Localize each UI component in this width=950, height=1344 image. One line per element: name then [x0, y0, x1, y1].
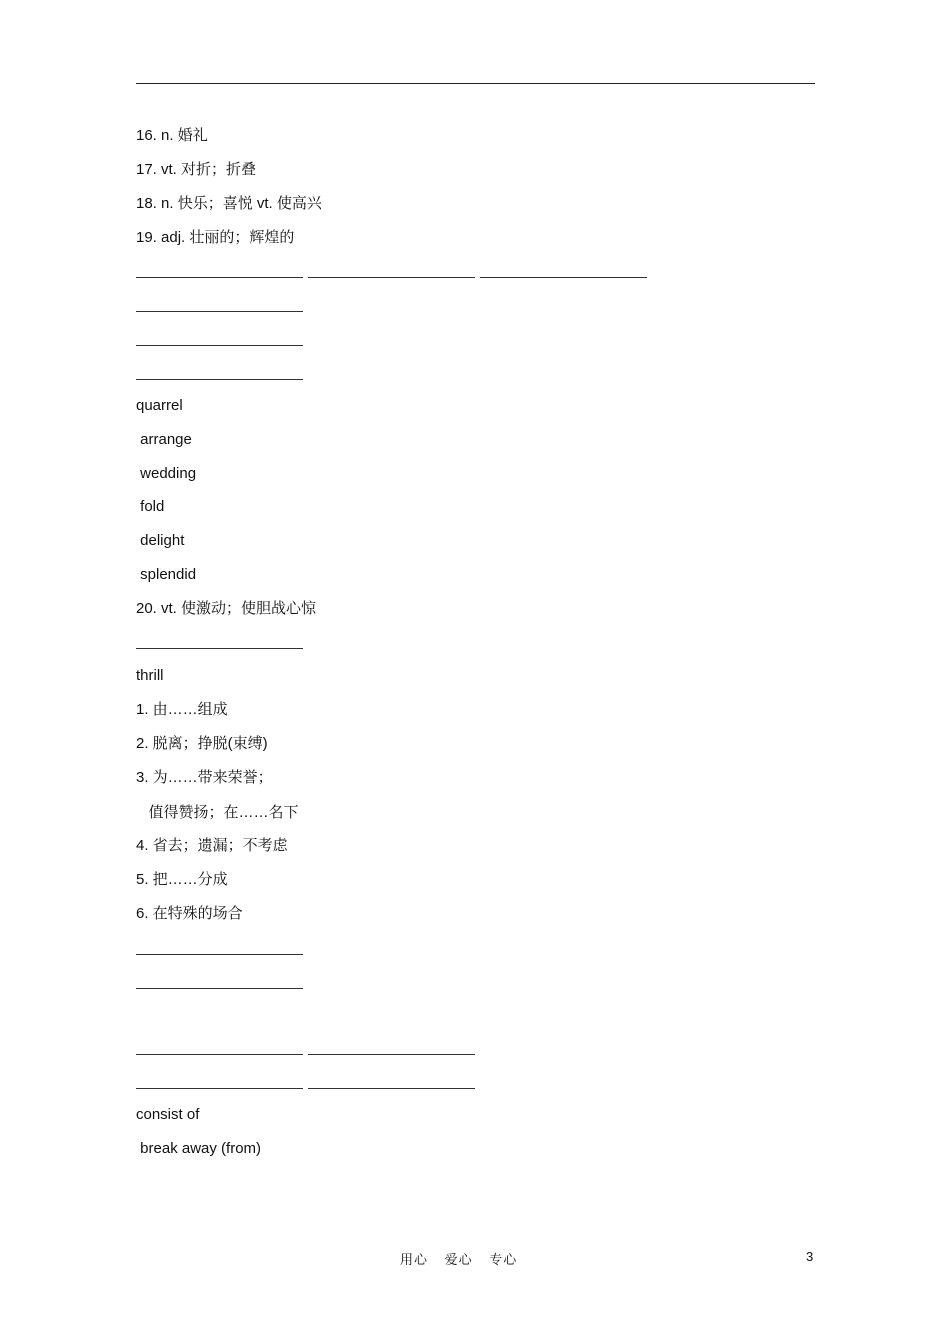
answer-blank: [136, 379, 303, 380]
item-17: 17. vt. 对折；折叠: [136, 161, 257, 178]
phrase-2: 2. 脱离；挣脱(束缚): [136, 735, 268, 752]
answer-blank: [480, 277, 647, 278]
answer-word: splendid: [136, 566, 197, 583]
answer-word: arrange: [136, 431, 192, 448]
item-16: 16. n. 婚礼: [136, 127, 208, 144]
answer-blank-row: [136, 379, 303, 380]
phrase-6: 6. 在特殊的场合: [136, 905, 243, 922]
answer-word: delight: [136, 532, 185, 549]
answer-word: quarrel: [136, 397, 183, 414]
answer-blank: [136, 954, 303, 955]
item-20: 20. vt. 使激动；使胆战心惊: [136, 600, 317, 617]
answer-blank-row: [136, 954, 303, 955]
phrase-3: 3. 为……带来荣誉；: [136, 769, 273, 786]
answer-blank-row: [136, 345, 303, 346]
footer-motto: 用心 爱心 专心: [400, 1252, 518, 1267]
answer-blank: [308, 1088, 475, 1089]
answer-word: fold: [136, 498, 165, 515]
answer-word: thrill: [136, 667, 164, 684]
answer-blank: [136, 1088, 303, 1089]
answer-blank-row: [136, 1054, 475, 1055]
answer-blank-row: [136, 648, 303, 649]
answer-blank-row: [136, 311, 303, 312]
answer-blank: [136, 1054, 303, 1055]
answer-blank-row: [136, 1088, 475, 1089]
item-18: 18. n. 快乐；喜悦 vt. 使高兴: [136, 195, 322, 212]
page-number: 3: [806, 1249, 814, 1264]
phrase-4: 4. 省去；遗漏；不考虑: [136, 837, 288, 854]
answer-blank: [308, 1054, 475, 1055]
phrase-1: 1. 由……组成: [136, 701, 228, 718]
phrase-3-cont: 值得赞扬；在……名下: [136, 804, 299, 821]
answer-blank-row: [136, 988, 303, 989]
header-rule: [136, 83, 815, 84]
answer-blank-row: [136, 277, 647, 278]
item-19: 19. adj. 壮丽的；辉煌的: [136, 229, 295, 246]
answer-phrase: consist of: [136, 1106, 200, 1123]
answer-phrase: break away (from): [136, 1140, 262, 1157]
answer-blank: [136, 648, 303, 649]
answer-blank: [308, 277, 475, 278]
answer-blank: [136, 277, 303, 278]
answer-blank: [136, 345, 303, 346]
phrase-5: 5. 把……分成: [136, 871, 228, 888]
answer-blank: [136, 988, 303, 989]
answer-word: wedding: [136, 465, 197, 482]
answer-blank: [136, 311, 303, 312]
